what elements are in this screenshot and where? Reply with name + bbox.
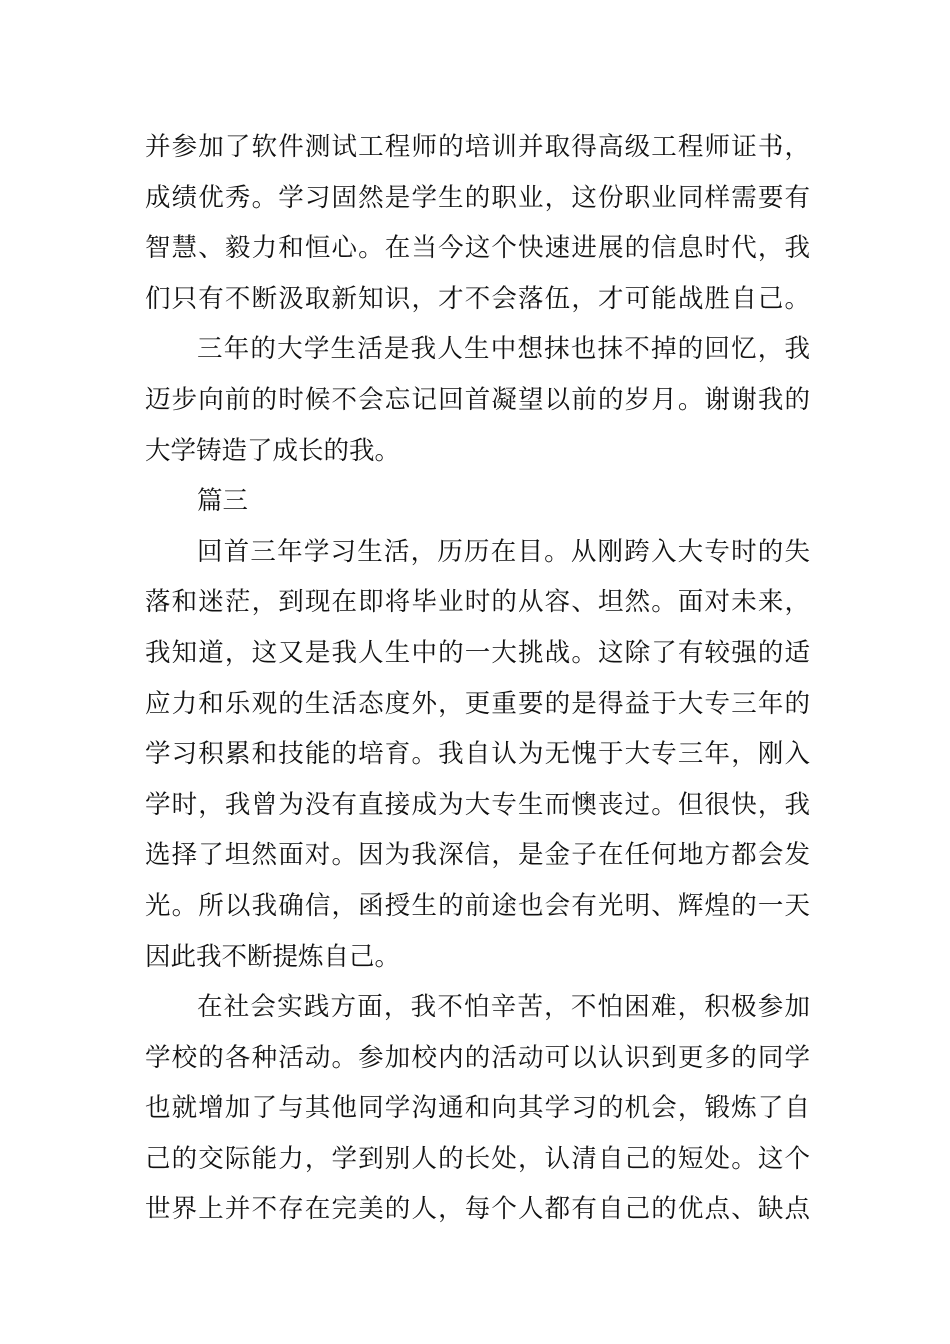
- text-line: 己的交际能力，学到别人的长处，认清自己的短处。这个: [145, 1143, 810, 1174]
- text-line: 学习积累和技能的培育。我自认为无愧于大专三年，刚入: [145, 739, 810, 770]
- text-line: 迈步向前的时候不会忘记回首凝望以前的岁月。谢谢我的: [145, 384, 810, 415]
- body-text: [145, 122, 810, 1235]
- text-line: 我知道，这又是我人生中的一大挑战。这除了有较强的适: [145, 637, 810, 668]
- text-line: 智慧、毅力和恒心。在当今这个快速进展的信息时代，我: [145, 233, 810, 264]
- text-line: 光。所以我确信，函授生的前途也会有光明、辉煌的一天: [145, 890, 810, 921]
- text-line: 成绩优秀。学习固然是学生的职业，这份职业同样需要有: [145, 182, 810, 213]
- paragraph-first-line: 三年的大学生活是我人生中想抹也抹不掉的回忆，我: [197, 334, 810, 365]
- text-line: 学时，我曾为没有直接成为大专生而懊丧过。但很快，我: [145, 789, 810, 820]
- text-line: 落和迷茫，到现在即将毕业时的从容、坦然。面对未来，: [145, 587, 810, 618]
- text-line: 们只有不断汲取新知识，才不会落伍，才可能战胜自己。: [145, 283, 810, 314]
- text-line: 应力和乐观的生活态度外，更重要的是得益于大专三年的: [145, 688, 810, 719]
- section-heading: 篇三: [197, 486, 249, 517]
- text-line: 大学铸造了成长的我。: [145, 435, 401, 466]
- text-line: 因此我不断提炼自己。: [145, 941, 401, 972]
- text-line: 学校的各种活动。参加校内的活动可以认识到更多的同学: [145, 1042, 810, 1073]
- paragraph-first-line: 在社会实践方面，我不怕辛苦，不怕困难，积极参加: [197, 992, 810, 1023]
- paragraph-first-line: 回首三年学习生活，历历在目。从刚跨入大专时的失: [197, 536, 810, 567]
- text-line: 世界上并不存在完美的人，每个人都有自己的优点、缺点: [145, 1194, 810, 1225]
- text-line: 选择了坦然面对。因为我深信，是金子在任何地方都会发: [145, 840, 810, 871]
- text-line: 并参加了软件测试工程师的培训并取得高级工程师证书，: [145, 132, 810, 162]
- text-line: 也就增加了与其他同学沟通和向其学习的机会，锻炼了自: [145, 1093, 810, 1124]
